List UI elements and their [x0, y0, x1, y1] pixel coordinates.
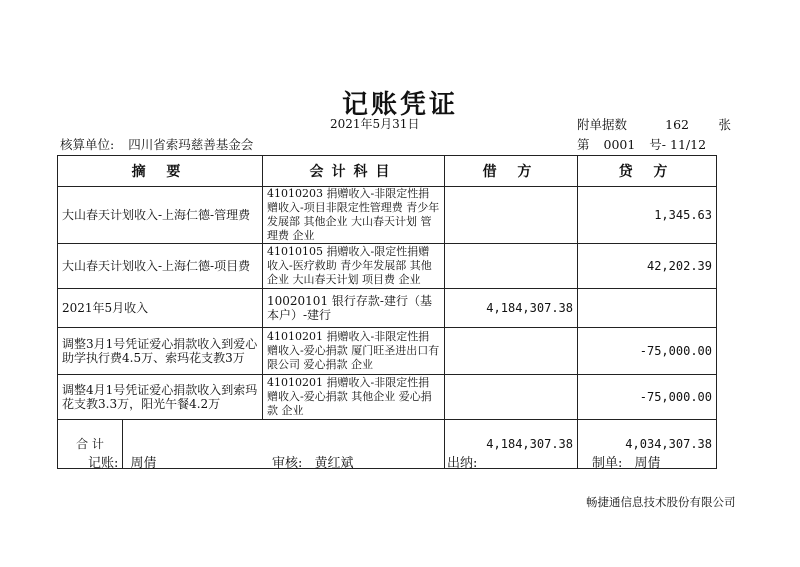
header-summary: 摘 要 — [58, 156, 263, 187]
bookkeeper — [88, 452, 157, 471]
row-debit — [445, 328, 578, 375]
row-debit — [445, 187, 578, 244]
preparer-name: 周倩 — [634, 456, 661, 471]
row-summary: 调整4月1号凭证爱心捐款收入到索玛花支教3.3万，阳光午餐4.2万 — [58, 375, 263, 420]
voucher-table — [57, 155, 717, 469]
total-debit: 4,184,307.38 — [445, 420, 578, 469]
unit-name: 四川省索玛慈善基金会 — [128, 137, 254, 152]
row-account: 41010203 捐赠收入-非限定性捐赠收入-项目非限定性管理费 青少年发展部 其他企业 大山春天计划 管理费 企业 — [263, 187, 445, 244]
preparer — [592, 452, 661, 471]
row-summary: 2021年5月收入 — [58, 289, 263, 328]
header-debit: 借 方 — [445, 156, 578, 187]
row-credit: -75,000.00 — [578, 375, 717, 420]
row-debit — [445, 375, 578, 420]
row-account: 41010105 捐赠收入-限定性捐赠收入-医疗救助 青少年发展部 其他企业 大山春天计划 项目费 企业 — [263, 244, 445, 289]
header-account: 会计科目 — [263, 156, 445, 187]
reviewer — [272, 452, 354, 471]
table-row — [58, 328, 717, 375]
row-debit: 4,184,307.38 — [445, 289, 578, 328]
voucher-date: 2021年5月31日 — [330, 117, 420, 131]
row-account: 10020101 银行存款-建行（基本户）-建行 — [263, 289, 445, 328]
total-label: 合 计 — [58, 420, 123, 468]
reviewer-name: 黄红斌 — [314, 456, 354, 471]
attachments — [577, 115, 731, 133]
reviewer-label: 审核: — [272, 456, 303, 471]
table-row — [58, 187, 717, 244]
unit-label: 核算单位: — [60, 137, 115, 152]
row-account: 41010201 捐赠收入-非限定性捐赠收入-爱心捐款 厦门旺圣进出口有限公司 爱心捐款 企业 — [263, 328, 445, 375]
table-row — [58, 244, 717, 289]
row-summary: 大山春天计划收入-上海仁德-管理费 — [58, 187, 263, 244]
header-row — [58, 156, 717, 187]
row-summary: 大山春天计划收入-上海仁德-项目费 — [58, 244, 263, 289]
software-company: 畅捷通信息技术股份有限公司 — [586, 495, 736, 509]
cashier-label: 出纳: — [447, 456, 478, 471]
row-credit: -75,000.00 — [578, 328, 717, 375]
page-number: 11/12 — [670, 137, 707, 152]
row-credit: 1,345.63 — [578, 187, 717, 244]
cashier — [447, 452, 485, 471]
accounting-unit — [60, 135, 253, 153]
row-credit: 42,202.39 — [578, 244, 717, 289]
total-credit: 4,034,307.38 — [578, 420, 717, 469]
row-credit — [578, 289, 717, 328]
table-row — [58, 375, 717, 420]
row-debit — [445, 244, 578, 289]
number-label: 第 — [577, 137, 590, 152]
row-account: 41010201 捐赠收入-非限定性捐赠收入-爱心捐款 其他企业 爱心捐款 企业 — [263, 375, 445, 420]
bookkeeper-label: 记账: — [88, 456, 119, 471]
attachments-unit: 张 — [718, 117, 731, 132]
attachments-label: 附单据数 — [577, 117, 628, 132]
attachments-count: 162 — [665, 117, 689, 132]
preparer-label: 制单: — [592, 456, 623, 471]
voucher-title: 记账凭证 — [341, 90, 458, 120]
row-summary: 调整3月1号凭证爱心捐款收入到爱心助学执行费4.5万、索玛花支教3万 — [58, 328, 263, 375]
bookkeeper-name: 周倩 — [130, 456, 157, 471]
voucher-number — [577, 135, 706, 153]
number-sep: 号- — [649, 137, 667, 152]
number-value: 0001 — [603, 137, 636, 152]
table-row — [58, 289, 717, 328]
header-credit: 贷 方 — [578, 156, 717, 187]
